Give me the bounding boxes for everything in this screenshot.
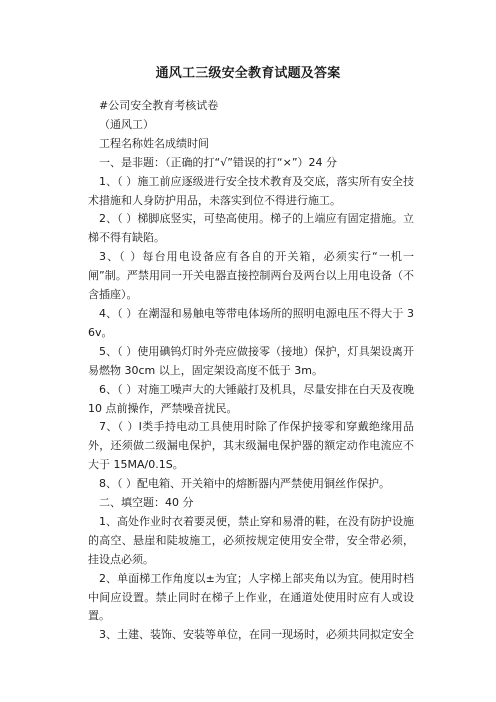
document-body xyxy=(88,97,414,645)
section-heading: 二、填空题：40 分 xyxy=(99,496,194,510)
paragraph: （通风工） xyxy=(99,117,154,131)
question: 7、（ ）Ⅰ类手持电动工具使用时除了作保护接零和穿戴绝缘用品外，还须做二级漏电保护，其末级漏电保护器的额定动作电流应不大于 15MA/0.1S。 xyxy=(88,420,414,472)
paragraph: #公司安全教育考核试卷 xyxy=(99,99,219,112)
question: 4、（ ）在潮湿和易触电等带电体场所的照明电源电压不得大于 36v。 xyxy=(88,306,414,339)
question: 1、高处作业时衣着要灵便，禁止穿和易滑的鞋，在没有防护设施的高空、悬崖和陡坡施工，必须按规定使用安全带，安全带必须，挂设点必须。 xyxy=(88,514,414,566)
paragraph: 工程名称姓名成绩时间 xyxy=(99,136,209,150)
question: 3、土建、装饰、安装等单位，在同一现场时，必须共同拟定安全 xyxy=(99,628,414,642)
question: 2、单面梯工作角度以±为宜；人字梯上部夹角以为宜。使用时档中间应设置。禁止同时在梯子上作业，在通道处使用时应有人或设置。 xyxy=(88,571,414,623)
question: 2、（ ）梯脚底竖实，可垫高使用。梯子的上端应有固定措施。立梯不得有缺陷。 xyxy=(88,212,414,245)
question: 3、（ ）每台用电设备应有各自的开关箱，必须实行“一机一闸”制。严禁用同一开关电器直接控制两台及两台以上用电设备（不含插座）。 xyxy=(88,250,414,302)
question: 1、（ ）施工前应逐级进行安全技术教育及交底，落实所有安全技术措施和人身防护用品，未落实到位不得进行施工。 xyxy=(88,174,414,207)
section-heading: 一、是非题：（正确的打“√”错误的打“×”）24 分 xyxy=(99,155,338,169)
question: 8、（ ）配电箱、开关箱中的熔断器内严禁使用铜丝作保护。 xyxy=(99,477,390,491)
question: 5、（ ）使用碘钨灯时外壳应做接零（接地）保护，灯具架设离开易燃物 30cm 以上，固定架设高度不低于 3m。 xyxy=(88,344,414,377)
document-title: 通风工三级安全教育试题及答案 xyxy=(155,66,341,81)
question: 6、（ ）对施工噪声大的大锤敲打及机具，尽量安排在白天及夜晚 10 点前操作，严禁噪音扰民。 xyxy=(88,382,414,415)
